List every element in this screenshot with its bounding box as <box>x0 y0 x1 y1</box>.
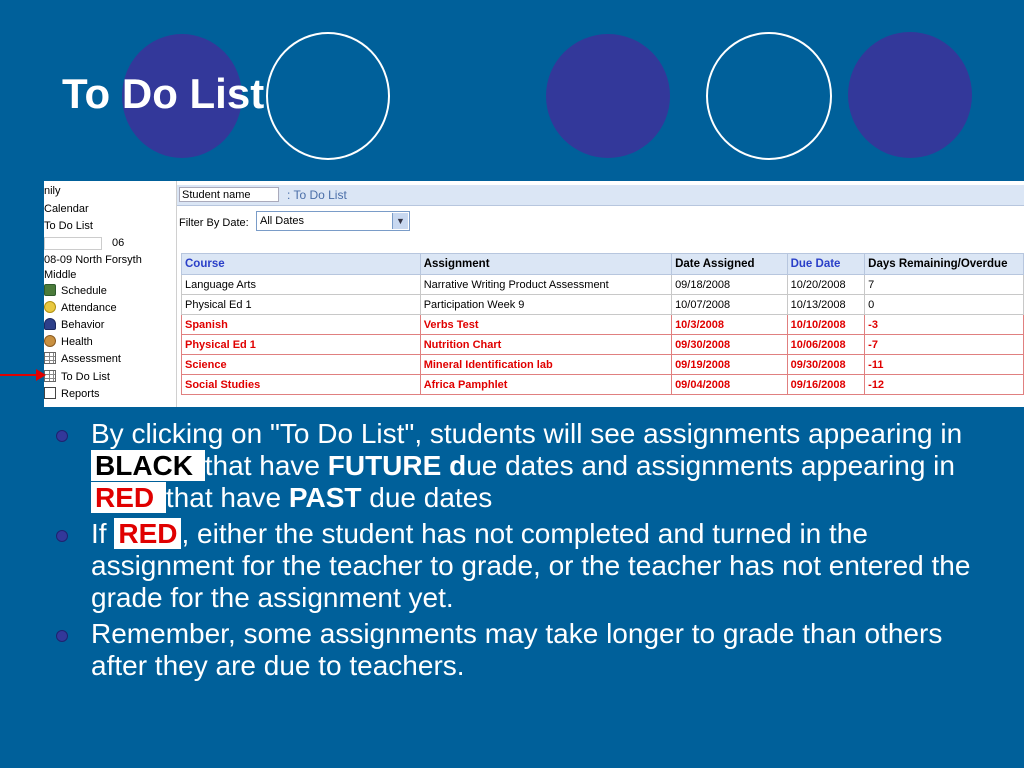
sidebar-item-family[interactable]: nily <box>44 185 61 197</box>
header-bar <box>177 185 1024 206</box>
highlight-black: BLACK <box>91 450 205 481</box>
cell-days: 0 <box>865 295 1024 315</box>
bullet-text: , either the student has not completed and turned in the assignment for the teacher to grade, or the teacher has not entered the grade for the assignment yet. <box>91 518 971 613</box>
bullet-text: Remember, some assignments may take longer to grade than others after they are due to teachers. <box>91 618 943 681</box>
cell-due: 10/10/2008 <box>787 315 865 335</box>
table-row-past-due <box>182 375 1024 395</box>
cell-assignment: Africa Pamphlet <box>420 375 671 395</box>
cell-days: -3 <box>865 315 1024 335</box>
cell-course: Physical Ed 1 <box>182 335 421 355</box>
column-header-days: Days Remaining/Overdue <box>865 254 1024 275</box>
sidebar-item-label: Behavior <box>61 319 105 331</box>
cell-due: 10/06/2008 <box>787 335 865 355</box>
highlight-red: RED <box>91 482 166 513</box>
sidebar-item-todo-list[interactable] <box>44 369 110 385</box>
cell-assignment: Verbs Test <box>420 315 671 335</box>
sidebar-item-label: Assessment <box>61 353 121 365</box>
cell-assignment: Participation Week 9 <box>420 295 671 315</box>
sidebar-item-label: Health <box>61 336 93 348</box>
behavior-icon <box>44 318 56 330</box>
table-header-row <box>182 254 1024 275</box>
page-title: : To Do List <box>287 188 347 202</box>
sidebar-item-todo[interactable]: To Do List <box>44 220 93 232</box>
sidebar-item-label: To Do List <box>61 371 110 383</box>
sidebar-item-schedule[interactable] <box>44 283 107 299</box>
table-row <box>182 275 1024 295</box>
cell-course: Spanish <box>182 315 421 335</box>
table-row-past-due <box>182 315 1024 335</box>
student-name-field[interactable]: Student name <box>179 187 279 202</box>
cell-days: -12 <box>865 375 1024 395</box>
pointer-arrow-icon <box>0 372 48 378</box>
attendance-icon <box>44 301 56 313</box>
decor-circle-ring <box>706 32 832 160</box>
bullet-text: due dates <box>361 482 493 513</box>
sidebar-item-attendance[interactable] <box>44 300 117 316</box>
chevron-down-icon[interactable]: ▼ <box>392 213 408 229</box>
cell-due: 10/20/2008 <box>787 275 865 295</box>
cell-assigned: 09/19/2008 <box>672 355 788 375</box>
reports-icon <box>44 387 56 399</box>
sidebar-item-label: Schedule <box>61 285 107 297</box>
cell-assigned: 09/18/2008 <box>672 275 788 295</box>
table-row <box>182 295 1024 315</box>
cell-course: Science <box>182 355 421 375</box>
decor-circle-filled <box>546 34 670 158</box>
table-row-past-due <box>182 355 1024 375</box>
cell-days: 7 <box>865 275 1024 295</box>
highlight-red: RED <box>114 518 181 549</box>
cell-due: 10/13/2008 <box>787 295 865 315</box>
sidebar-item-label: Attendance <box>61 302 117 314</box>
bullet-text: that have <box>204 450 328 481</box>
cell-assignment: Mineral Identification lab <box>420 355 671 375</box>
schedule-icon <box>44 284 56 296</box>
cell-assignment: Narrative Writing Product Assessment <box>420 275 671 295</box>
cell-assigned: 10/07/2008 <box>672 295 788 315</box>
emphasis-future: FUTURE d <box>327 450 467 481</box>
app-screenshot <box>44 181 1024 407</box>
bullet-text: If <box>91 518 115 549</box>
health-icon <box>44 335 56 347</box>
bullet-list <box>52 418 992 686</box>
filter-date-value: All Dates <box>260 215 305 227</box>
cell-days: -7 <box>865 335 1024 355</box>
cell-due: 09/30/2008 <box>787 355 865 375</box>
bullet-item <box>52 518 992 614</box>
column-header-due-date[interactable]: Due Date <box>787 254 865 275</box>
sidebar-item-calendar[interactable]: Calendar <box>44 203 89 215</box>
sidebar-school-year: 08-09 North Forsyth <box>44 254 142 266</box>
student-select[interactable] <box>44 237 102 250</box>
bullet-item <box>52 418 992 514</box>
assessment-icon <box>44 352 56 364</box>
bullet-item <box>52 618 992 682</box>
slide-title: To Do List <box>62 70 265 117</box>
cell-assignment: Nutrition Chart <box>420 335 671 355</box>
bullet-icon <box>56 630 68 642</box>
cell-course: Social Studies <box>182 375 421 395</box>
column-header-course[interactable]: Course <box>182 254 421 275</box>
sidebar-item-behavior[interactable] <box>44 317 104 333</box>
bullet-text: that have <box>165 482 289 513</box>
sidebar <box>44 181 177 407</box>
sidebar-item-assessment[interactable] <box>44 351 121 367</box>
sidebar-item-health[interactable] <box>44 334 93 350</box>
todo-table <box>181 253 1024 395</box>
bullet-text: ue dates and assignments appearing in <box>466 450 955 481</box>
filter-label: Filter By Date: <box>179 217 249 229</box>
bullet-text: By clicking on "To Do List", students will see assignments appearing in <box>91 418 963 449</box>
cell-course: Language Arts <box>182 275 421 295</box>
sidebar-item-label: Reports <box>61 388 100 400</box>
bullet-icon <box>56 430 68 442</box>
sidebar-school: Middle <box>44 269 77 281</box>
table-row-past-due <box>182 335 1024 355</box>
cell-assigned: 10/3/2008 <box>672 315 788 335</box>
cell-course: Physical Ed 1 <box>182 295 421 315</box>
main-panel <box>177 181 1024 407</box>
cell-assigned: 09/30/2008 <box>672 335 788 355</box>
bullet-icon <box>56 530 68 542</box>
emphasis-past: PAST <box>288 482 362 513</box>
filter-date-select[interactable] <box>256 211 410 231</box>
sidebar-year: 06 <box>112 237 125 249</box>
sidebar-item-reports[interactable] <box>44 386 100 402</box>
cell-assigned: 09/04/2008 <box>672 375 788 395</box>
column-header-date-assigned: Date Assigned <box>672 254 788 275</box>
column-header-assignment: Assignment <box>420 254 671 275</box>
cell-due: 09/16/2008 <box>787 375 865 395</box>
decor-circle-filled <box>848 32 972 158</box>
cell-days: -11 <box>865 355 1024 375</box>
decor-circle-ring <box>266 32 390 160</box>
